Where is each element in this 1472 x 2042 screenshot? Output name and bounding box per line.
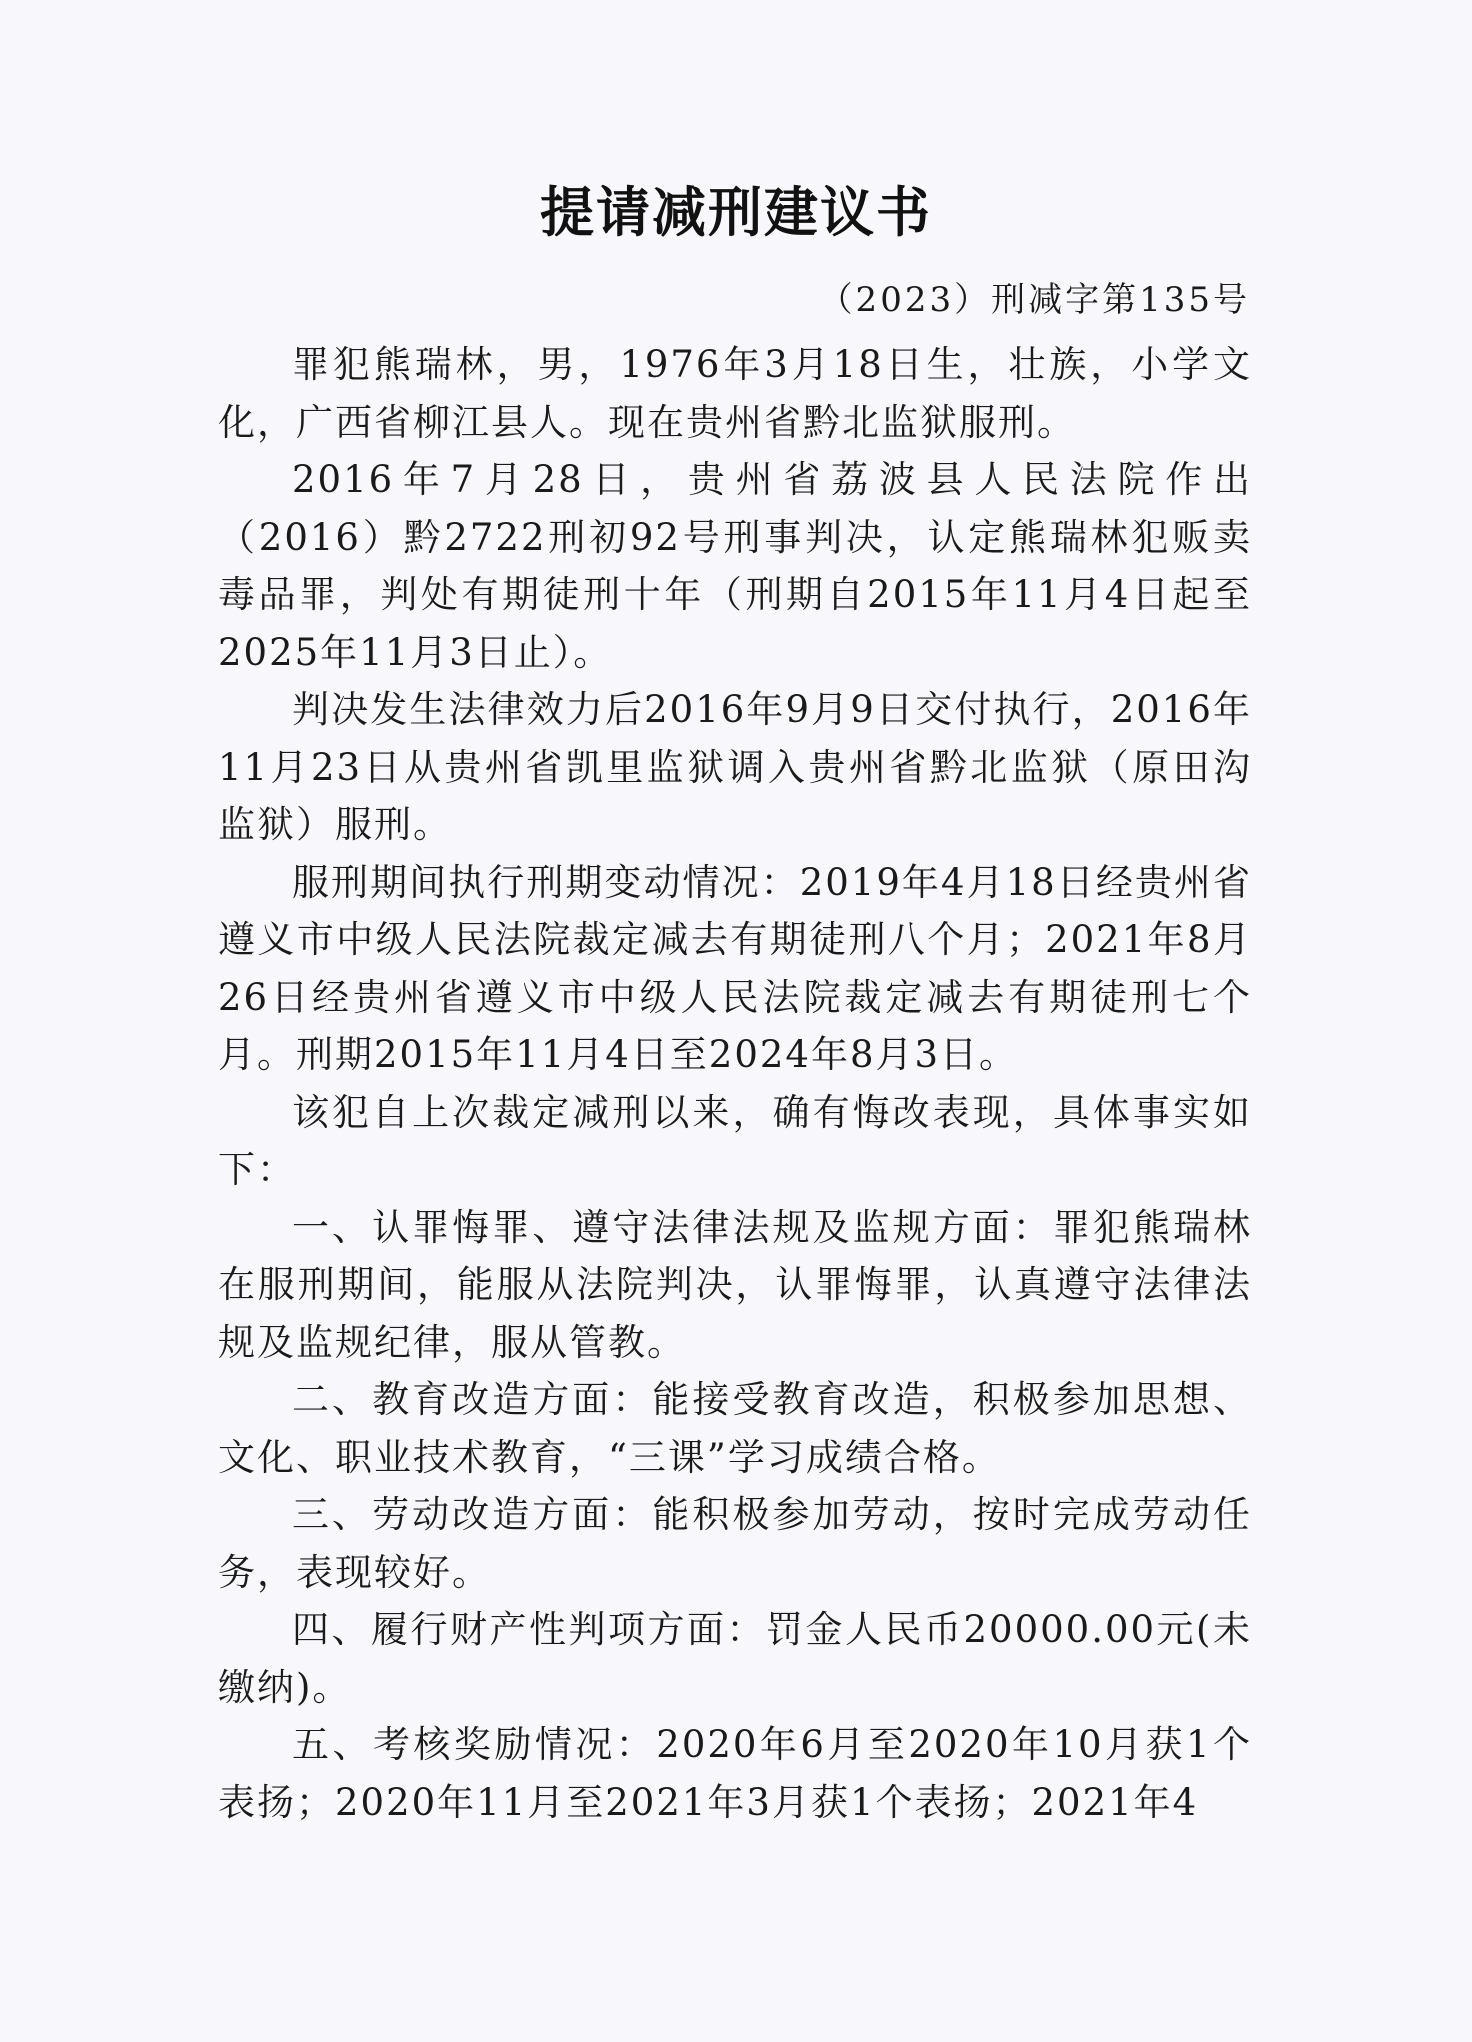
paragraph-law-compliance: 一、认罪悔罪、遵守法律法规及监规方面：罪犯熊瑞林在服刑期间，能服从法院判决，认罪悔罪，认真遵守法律法规及监规纪律，服从管教。 xyxy=(218,1205,1252,1364)
paragraph-criminal-info: 罪犯熊瑞林，男，1976年3月18日生，壮族，小学文化，广西省柳江县人。现在贵州省黔北监狱服刑。 xyxy=(218,343,1252,444)
document-body xyxy=(218,336,1252,1831)
paragraph-property-judgment: 四、履行财产性判项方面：罚金人民币20000.00元(未缴纳)。 xyxy=(218,1608,1252,1709)
paragraph-repentance-intro: 该犯自上次裁定减刑以来，确有悔改表现，具体事实如下： xyxy=(218,1090,1252,1191)
paragraph-labor: 三、劳动改造方面：能积极参加劳动，按时完成劳动任务，表现较好。 xyxy=(218,1493,1252,1594)
paragraph-education: 二、教育改造方面：能接受教育改造，积极参加思想、文化、职业技术教育，“三课”学习成绩合格。 xyxy=(218,1378,1252,1479)
paragraph-awards: 五、考核奖励情况：2020年6月至2020年10月获1个表扬；2020年11月至2021年3月获1个表扬；2021年4 xyxy=(218,1723,1252,1824)
paragraph-judgment: 2016年7月28日，贵州省荔波县人民法院作出（2016）黔2722刑初92号刑事判决，认定熊瑞林犯贩卖毒品罪，判处有期徒刑十年（刑期自2015年11月4日起至2025年11月3日止）。 xyxy=(218,458,1252,674)
document-number: （2023）刑减字第135号 xyxy=(818,280,1250,320)
paragraph-sentence-changes: 服刑期间执行刑期变动情况：2019年4月18日经贵州省遵义市中级人民法院裁定减去有期徒刑八个月；2021年8月26日经贵州省遵义市中级人民法院裁定减去有期徒刑七个月。刑期2015年11月4日至2024年8月3日。 xyxy=(218,860,1252,1076)
document-title: 提请减刑建议书 xyxy=(540,180,932,244)
paragraph-execution: 判决发生法律效力后2016年9月9日交付执行，2016年11月23日从贵州省凯里监狱调入贵州省黔北监狱（原田沟监狱）服刑。 xyxy=(218,688,1252,846)
